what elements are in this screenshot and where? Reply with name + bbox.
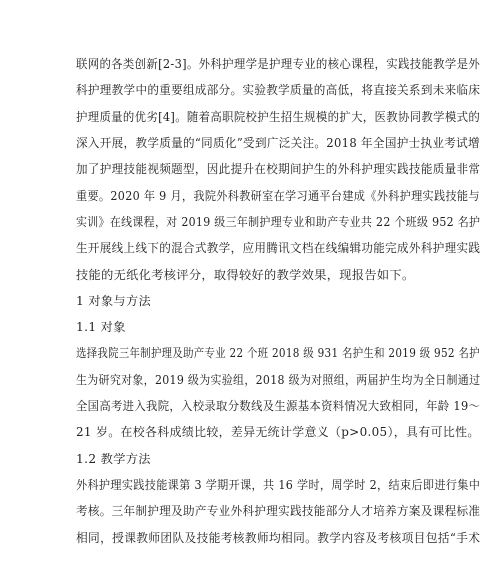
paragraph-line: 全国高考进入我院，入校录取分数线及生源基本资料情况大致相同，年龄 19～ bbox=[76, 399, 481, 414]
paragraph-line: 相同，授课教师团队及技能考核教师均相同。教学内容及考核项目包括“手术 bbox=[76, 530, 481, 545]
paragraph-line: 加了护理技能视频题型，因此提升在校期间护生的外科护理实践技能质量非常 bbox=[76, 162, 481, 177]
paragraph-line: 外科护理实践技能课第 3 学期开课，共 16 学时，周学时 2，结束后即进行集中 bbox=[76, 478, 481, 493]
paragraph-line: 生为研究对象，2019 级为实验组，2018 级为对照组，两届护生均为全日制通过 bbox=[76, 372, 481, 387]
paragraph-line: 考核。三年制护理及助产专业外科护理实践技能部分人才培养方案及课程标准 bbox=[76, 504, 481, 519]
section-heading: 1 对象与方法 bbox=[76, 293, 152, 308]
paragraph-line: 重要。2020 年 9 月，我院外科教研室在学习通平台建成《外科护理实践技能与 bbox=[76, 188, 480, 203]
paragraph-line: 护理质量的优劣[4]。随着高职院校护生招生规模的扩大，医教协同教学模式的 bbox=[76, 109, 481, 124]
subsection-heading: 1.1 对象 bbox=[76, 320, 126, 335]
paragraph-line: 科护理教学中的重要组成部分。实验教学质量的高低，将直接关系到未来临床 bbox=[76, 83, 481, 98]
paragraph-line: 联网的各类创新[2-3]。外科护理学是护理专业的核心课程，实践技能教学是外 bbox=[76, 57, 481, 71]
paragraph-line: 深入开展，教学质量的“同质化”受到广泛关注。2018 年全国护士执业考试增 bbox=[76, 135, 480, 150]
paragraph-line: 选择我院三年制护理及助产专业 22 个班 2018 级 931 名护生和 2019 级 952 名护 bbox=[76, 346, 480, 361]
paragraph-line: 21 岁。在校各科成绩比较，差异无统计学意义（p>0.05），具有可比性。 bbox=[76, 425, 480, 440]
paragraph-line: 实训》在线课程，对 2019 级三年制护理专业和助产专业共 22 个班级 952 名护 bbox=[76, 214, 481, 229]
paragraph-line: 生开展线上线下的混合式教学，应用腾讯文档在线编辑功能完成外科护理实践 bbox=[76, 241, 481, 256]
paragraph-line: 技能的无纸化考核评分，取得较好的教学效果，现报告如下。 bbox=[76, 267, 415, 282]
subsection-heading: 1.2 教学方法 bbox=[76, 451, 151, 466]
